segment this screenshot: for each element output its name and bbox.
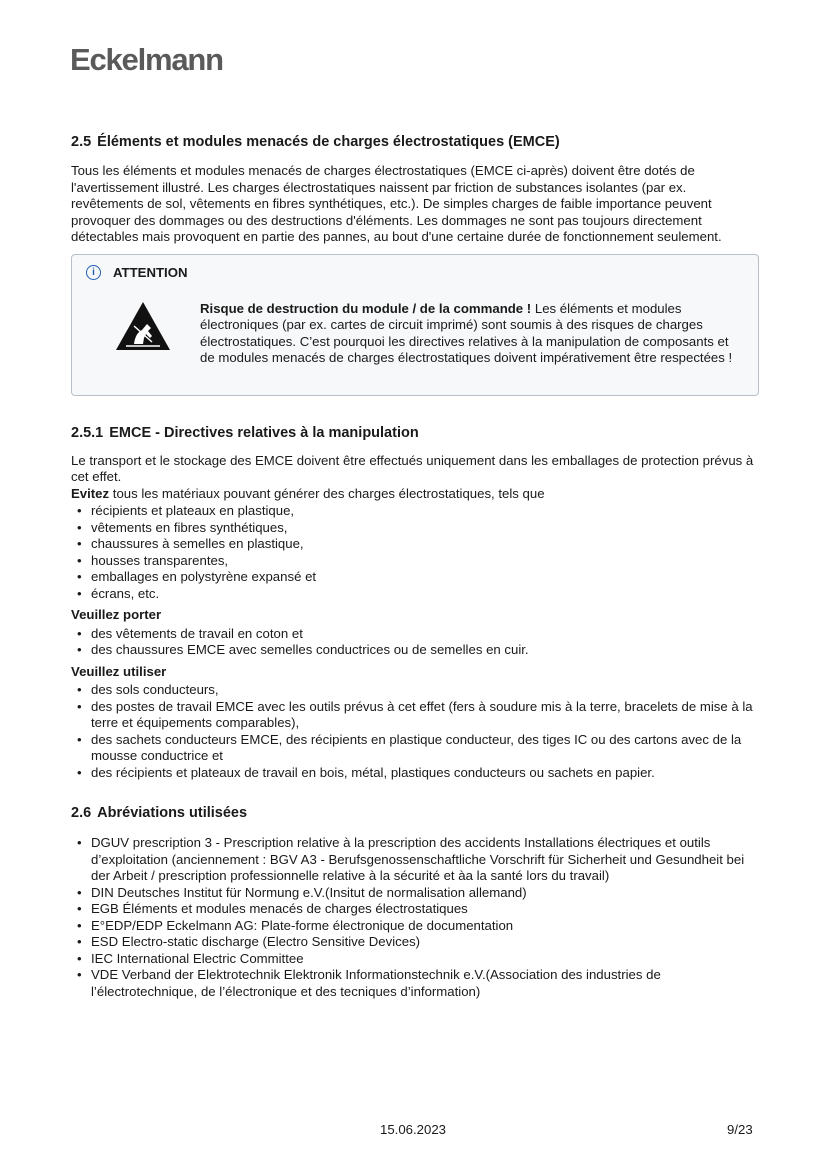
list-item: • écrans, etc. xyxy=(71,586,759,603)
avoid-paragraph xyxy=(71,486,759,503)
section-title: Éléments et modules menacés de charges électrostatiques (EMCE) xyxy=(97,134,560,150)
list-item: • chaussures à semelles en plastique, xyxy=(71,536,759,553)
list-item: • IEC International Electric Committee xyxy=(71,951,759,968)
list-item: • des sols conducteurs, xyxy=(71,682,759,699)
abbreviations-list xyxy=(71,835,759,1000)
avoid-list xyxy=(71,503,759,602)
avoid-text: tous les matériaux pouvant générer des charges électrostatiques, tels que xyxy=(109,485,545,501)
list-item: • EGB Éléments et modules menacés de charges électrostatiques xyxy=(71,901,759,918)
info-icon: i xyxy=(86,265,101,280)
list-item: • des postes de travail EMCE avec les outils prévus à cet effet (fers à soudure mis à la terre, bracelets de mise à la terre et équipements comparables), xyxy=(71,699,759,732)
list-item: • ESD Electro-static discharge (Electro Sensitive Devices) xyxy=(71,934,759,951)
avoid-bold: Evitez xyxy=(71,485,110,501)
list-item: • DGUV prescription 3 - Prescription relative à la prescription des accidents Installations électriques et outils d’exploitation (anciennement : BGV A3 - Berufsgenossenschaftliche Vorschrift für Sicherheit und Gesundheit bei der Arbeit / prescription professionnelle relative à la sécurité et àa la santé lors du travail) xyxy=(71,835,759,885)
section-number: 2.6 xyxy=(71,805,92,821)
list-item: • des vêtements de travail en coton et xyxy=(71,626,759,643)
section-number: 2.5 xyxy=(71,134,92,150)
list-item: • vêtements en fibres synthétiques, xyxy=(71,520,759,537)
page-content xyxy=(71,132,759,1000)
attention-text xyxy=(200,301,745,367)
list-item: • VDE Verband der Elektrotechnik Elektronik Informationstechnik e.V.(Association des industries de l’électrotechnique, de l’électronique et des tecniques d’information) xyxy=(71,967,759,1000)
attention-box xyxy=(71,254,759,396)
section-2-5-paragraph: Tous les éléments et modules menacés de charges électrostatiques (EMCE ci-après) doivent être dotés de l'avertissement illustré. Les charges électrostatiques naissent par friction de substances isolantes (par ex. revêtements de sol, vêtements en fibres synthétiques, etc.). De simples charges de faible importance peuvent provoquer des dommages ou des destructions d'éléments. Les dommages ne sont pas toujours directement détectables mais provoquent en partie des pannes, au bout d'une certaine durée de fonctionnement seulement. xyxy=(71,163,722,244)
section-number: 2.5.1 xyxy=(71,424,104,441)
footer-date: 15.06.2023 xyxy=(380,1122,447,1137)
list-item: • des sachets conducteurs EMCE, des récipients en plastique conducteur, des tiges IC ou des cartons avec de la mousse conductrice et xyxy=(71,732,759,765)
wear-list xyxy=(71,626,759,659)
section-title: Abréviations utilisées xyxy=(97,805,248,821)
list-item: • housses transparentes, xyxy=(71,553,759,570)
list-item: • récipients et plateaux en plastique, xyxy=(71,503,759,520)
attention-title: ATTENTION xyxy=(113,264,188,280)
use-title: Veuillez utiliser xyxy=(71,663,167,679)
list-item: • des récipients et plateaux de travail en bois, métal, plastiques conducteurs ou sachets en papier. xyxy=(71,765,759,782)
use-list xyxy=(71,682,759,781)
footer-page-number: 9/23 xyxy=(727,1122,753,1137)
attention-body: Les éléments et modules électroniques (par ex. cartes de circuit imprimé) sont soumis à des risques de charges électrostatiques. C’est pourquoi les directives relatives à la manipulation de composants et de modules menacés de charges électrostatiques doivent impérativement être respectées ! xyxy=(200,300,733,365)
list-item: • E°EDP/EDP Eckelmann AG: Plate-forme électronique de documentation xyxy=(71,918,759,935)
section-title: EMCE - Directives relatives à la manipulation xyxy=(109,424,419,441)
transport-paragraph: Le transport et le stockage des EMCE doivent être effectués uniquement dans les emballages de protection prévus à cet effet. xyxy=(71,452,754,484)
section-2-5-heading xyxy=(71,132,759,152)
list-item: • des chaussures EMCE avec semelles conductrices ou de semelles en cuir. xyxy=(71,642,759,659)
eckelmann-logo: Eckelmann xyxy=(70,42,223,77)
esd-warning-icon xyxy=(114,300,172,352)
list-item: • emballages en polystyrène expansé et xyxy=(71,569,759,586)
attention-bold: Risque de destruction du module / de la commande ! xyxy=(200,300,532,316)
section-2-5-1-heading xyxy=(71,423,759,443)
wear-title: Veuillez porter xyxy=(71,607,162,622)
section-2-6-heading xyxy=(71,803,759,823)
list-item: • DIN Deutsches Institut für Normung e.V.(Insitut de normalisation allemand) xyxy=(71,885,759,902)
